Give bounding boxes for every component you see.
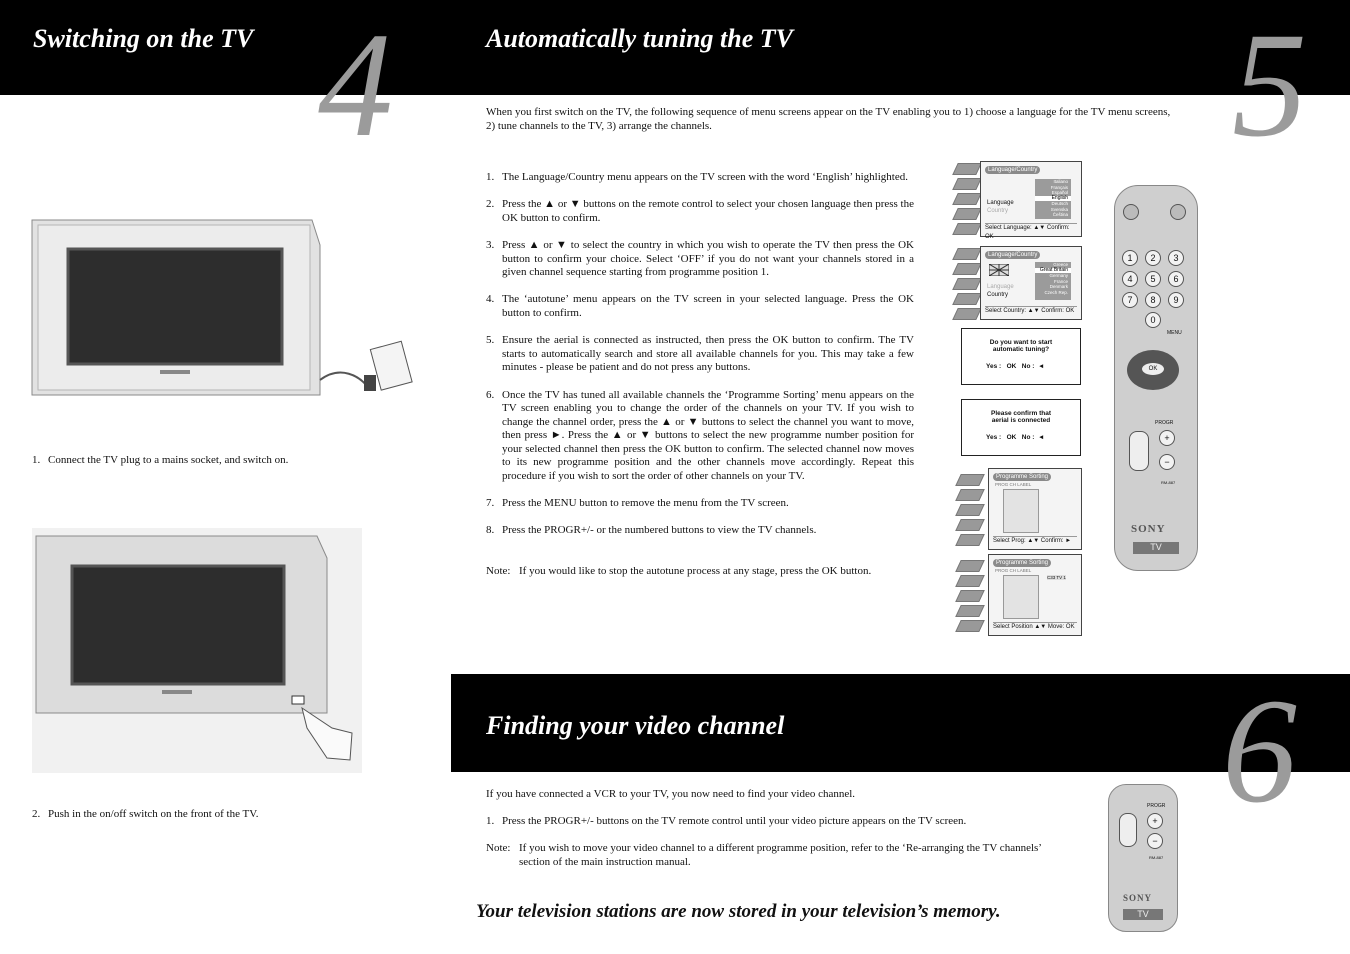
section5-intro: When you first switch on the TV, the following sequence of menu screens appear on the TV enabling you to 1) choose a language for the TV menu screens, 2) tune channels to the TV, 3) arrange the channels. [486, 106, 1171, 132]
section4-caption-2: 2. Push in the on/off switch on the front of the TV. [32, 808, 259, 820]
closing-statement: Your television stations are now stored in your television’s memory. [476, 901, 1001, 922]
step-6: 6. Once the TV has tuned all available channels the ‘Programme Sorting’ menu appears on the TV screen enabling you to change the order of the channels on your TV. If you wish to change the channel order, press the ▲ or ▼ buttons to select the channel you want to move, then press ►. Press the ▲ or ▼ buttons to select the new programme number position for your selected channel then press the OK button to confirm. The selected channel now moves to its new programme position and the other channels move accordingly. Repeat this procedure if you wish to sort the order of other channels on your TV. [486, 388, 914, 483]
model-label: RM-887 [1149, 855, 1164, 860]
key-0: 0 [1145, 312, 1161, 328]
section6-note: Note: If you wish to move your video channel to a different programme position, refer to the ‘Re-arranging the TV channels’ section of the main instruction manual. [486, 842, 1042, 868]
remote-control-progr [1108, 784, 1178, 932]
progr-minus-button: − [1147, 833, 1163, 849]
osd-country-list: Greece Great Britain Germany France Denmark Czech Rep. [1035, 262, 1071, 300]
progr-minus-button: − [1159, 454, 1175, 470]
remote-control [1114, 185, 1198, 571]
key-7: 7 [1122, 292, 1138, 308]
menu-label: MENU [1167, 330, 1182, 336]
volume-rocker [1119, 813, 1137, 847]
key-1: 1 [1122, 250, 1138, 266]
section5-number: 5 [1232, 2, 1307, 168]
key-9: 9 [1168, 292, 1184, 308]
brand-label: SONY [1131, 523, 1166, 535]
volume-rocker [1129, 431, 1149, 471]
section4-title: Switching on the TV [33, 24, 254, 53]
key-2: 2 [1145, 250, 1161, 266]
section5-title: Automatically tuning the TV [486, 24, 793, 53]
key-3: 3 [1168, 250, 1184, 266]
programme-list-grid [1003, 575, 1039, 619]
key-6: 6 [1168, 271, 1184, 287]
aerial-confirm-dialog: Please confirm that aerial is connected Yes : OK No : ◄ [961, 399, 1081, 456]
model-label: RM-887 [1161, 480, 1176, 485]
section4-caption-1: 1. Connect the TV plug to a mains socket, and switch on. [32, 454, 289, 466]
left-arrow-icon: ◄ [1038, 363, 1045, 370]
section6-step-1: 1. Press the PROGR+/- buttons on the TV remote control until your video picture appears on the TV screen. [486, 815, 967, 827]
section4-number: 4 [318, 2, 393, 168]
step-5: 5. Ensure the aerial is connected as instructed, then press the OK button to confirm. The TV starts to automatically search and store all available channels for you. This may take a few minutes - please be patient and do not press any buttons. [486, 334, 914, 374]
menu-side-icons-1 [955, 163, 979, 238]
menu-side-icons-3 [958, 474, 982, 549]
key-5: 5 [1145, 271, 1161, 287]
progr-label: PROGR [1155, 420, 1174, 426]
section6-intro: If you have connected a VCR to your TV, you now need to find your video channel. [486, 788, 856, 800]
progr-plus-button: + [1147, 813, 1163, 829]
ok-button: OK [1142, 363, 1164, 375]
key-4: 4 [1122, 271, 1138, 287]
step-1: 1. The Language/Country menu appears on the TV screen with the word ‘English’ highlighted. [486, 171, 908, 183]
section6-number: 6 [1222, 668, 1297, 834]
step-2: 2. Press the ▲ or ▼ buttons on the remote control to select your chosen language then press the OK button to confirm. [486, 198, 914, 224]
menu-side-icons-2 [955, 248, 979, 323]
autotune-start-dialog: Do you want to start automatic tuning? Yes : OK No : ◄ [961, 328, 1081, 385]
step-4: 4. The ‘autotune’ menu appears on the TV screen in your selected language. Press the OK button to confirm. [486, 293, 914, 319]
section5-steps [486, 171, 914, 538]
tv-power-switch-illustration [32, 528, 362, 773]
flag-icon [989, 264, 1009, 276]
tv-label: TV [1133, 542, 1179, 554]
section5-note: Note: If you would like to stop the autotune process at any stage, press the OK button. [486, 565, 872, 577]
tv-plug-illustration [30, 215, 420, 405]
power-button [1170, 204, 1186, 220]
menu-side-icons-4 [958, 560, 982, 635]
osd-language-list: Italiano Français Español English Deutsch Svenska Čeština [1035, 179, 1071, 219]
step-8: 8. Press the PROGR+/- or the numbered buttons to view the TV channels. [486, 524, 817, 537]
osd-programme-sorting-move: Programme Sorting PROG CH LABEL C33 TV 1 Select Position ▲▼ Move: OK [988, 554, 1082, 636]
progr-label: PROGR [1147, 803, 1166, 809]
osd-programme-sorting: Programme Sorting PROG CH LABEL Select Prog: ▲▼ Confirm: ► [988, 468, 1082, 550]
osd-country-menu: Language/Country Language Country Greece Great Britain Germany France Denmark Czech Rep. Select Country: ▲▼ Confirm: OK [980, 246, 1082, 320]
osd-language-menu: Language/Country Language Country Italiano Français Español English Deutsch Svenska Čeština Select Language: ▲▼ Confirm: OK [980, 161, 1082, 237]
section6-title: Finding your video channel [486, 711, 785, 740]
mute-button [1123, 204, 1139, 220]
programme-list-grid [1003, 489, 1039, 533]
brand-label: SONY [1123, 893, 1153, 903]
step-3: 3. Press ▲ or ▼ to select the country in which you wish to operate the TV then press the OK button to confirm your choice. Select ‘OFF’ if you do not want your channels stored in a given channel sequence starting from programme position 1. [486, 238, 914, 279]
step-7: 7. Press the MENU button to remove the menu from the TV screen. [486, 497, 789, 510]
key-8: 8 [1145, 292, 1161, 308]
progr-plus-button: + [1159, 430, 1175, 446]
left-arrow-icon: ◄ [1038, 434, 1045, 441]
tv-label: TV [1123, 909, 1163, 920]
